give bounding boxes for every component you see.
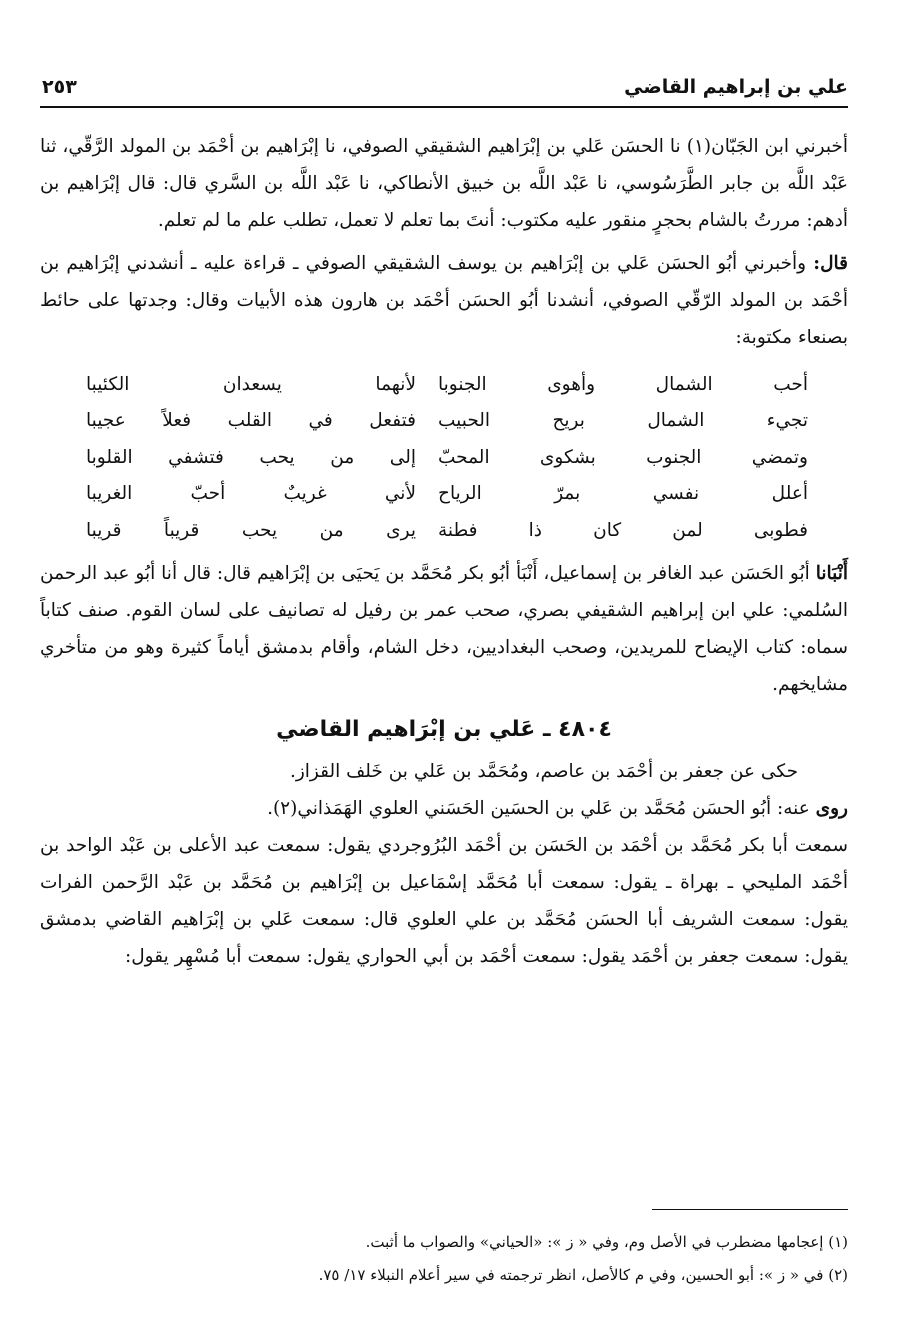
anbana-label: أَنْبَانا — [815, 562, 848, 584]
page-header — [40, 66, 848, 108]
footnote-2: (٢) في « ز »: أبو الحسين، وفي م كالأصل، انظر ترجمته في سير أعلام النبلاء ١٧/ ٧٥. — [318, 1266, 848, 1284]
running-title: علي بن إبراهيم القاضي — [624, 76, 848, 98]
verse-first-hemistich: فطوبى لمن كان ذا فطنة — [438, 519, 808, 541]
footnote-divider — [652, 1209, 848, 1210]
verse-second-hemistich: إلى من يحب فتشفي القلوبا — [86, 446, 416, 468]
paragraph-anbana — [40, 555, 848, 703]
verse-first-hemistich: أحب الشمال وأهوى الجنوبا — [438, 373, 808, 395]
poem-verse — [40, 512, 848, 549]
entry-hikaya-line: حكى عن جعفر بن أحْمَد بن عاصم، ومُحَمَّد بن عَلي بن خَلف القزاز. — [289, 760, 798, 782]
paragraph-ibn-jabban: أخبرني ابن الجَبّان(١) نا الحسَن عَلي بن إبْرَاهيم الشقيقي الصوفي، نا إبْرَاهيم بن أحْمَد بن المولد الرَّقّي، ثنا عَبْد اللَّه بن جابر الطَّرَسُوسي، نا عَبْد اللَّه بن خبيق الأنطاكي، نا عَبْد اللَّه بن السَّري قال: قال إبْرَاهيم بن أدهم: مررتُ بالشام بحجرٍ منقور عليه مكتوب: أنتَ بما تعلم لا تعمل، تطلب علم ما لم تعلم. — [40, 136, 848, 231]
poem-verse — [40, 366, 848, 403]
main-text — [40, 128, 848, 975]
verse-second-hemistich: لأنهما يسعدان الكئيبا — [86, 373, 416, 395]
qala-text: وأخبرني أبُو الحسَن عَلي بن إبْرَاهيم بن يوسف الشقيقي الصوفي ـ قراءة عليه ـ أنشدني إبْرَاهيم بن أحْمَد بن المولد الرّقّي الصوفي، أنشدنا أبُو الحسَن أحْمَد بن هارون هذه الأبيات وقال: وجدتها على حائط بصنعاء مكتوبة: — [40, 253, 848, 348]
entry-isnad-paragraph: سمعت أبا بكر مُحَمَّد بن أحْمَد بن الحَسَن بن أحْمَد البُرُوجردي يقول: سمعت عبد الأعلى بن عَبْد الواحد بن أحْمَد المليحي ـ بهراة ـ يقول: سمعت أبا مُحَمَّد إسْمَاعيل بن إبْرَاهيم بن مُحَمَّد بن عَبْد الرَّحمن الفرات يقول: سمعت الشريف أبا الحسَن مُحَمَّد بن علي العلوي قال: سمعت عَلي بن إبْرَاهيم القاضي بدمشق يقول: سمعت جعفر بن أحْمَد يقول: سمعت أحْمَد بن أبي الحواري يقول: سمعت أبا مُسْهِر يقول: — [40, 834, 848, 967]
anbana-text: أبُو الحَسَن عبد الغافر بن إسماعيل، أَنْبَأ أبُو بكر مُحَمَّد بن يَحيَى بن إبْرَاهيم قال: قال أنا أبُو عبد الرحمن السُلمي: علي ابن إبراهيم الشقيفي بصري، صحب عمر بن رفيل له تصانيف على لسان القوم. صنف كتاباً سماه: كتاب الإيضاح للمريدين، وصحب البغداديين، دخل الشام، وأقام بدمشق أياماً كثيرة وهو من متأخري مشايخهم. — [40, 562, 848, 695]
verse-second-hemistich: يرى من يحب قريباً قريبا — [86, 519, 416, 541]
entry-rawa-line — [40, 790, 848, 827]
poem-verse — [40, 476, 848, 513]
verse-second-hemistich: فتفعل في القلب فعلاً عجيبا — [86, 410, 416, 432]
rawa-text: عنه: أبُو الحسَن مُحَمَّد بن عَلي بن الحسَين الحَسَني العلوي الهَمَذاني(٢). — [267, 797, 816, 819]
verse-second-hemistich: لأني غريبٌ أحبّ الغريبا — [86, 483, 416, 505]
poem-verse — [40, 439, 848, 476]
entry-heading: ٤٨٠٤ ـ عَلي بن إبْرَاهيم القاضي — [276, 716, 612, 742]
verse-first-hemistich: تجيء الشمال بريح الحبيب — [438, 410, 808, 432]
footnotes — [40, 1226, 848, 1292]
paragraph-qala — [40, 245, 848, 356]
footnote-1: (١) إعجامها مضطرب في الأصل وم، وفي « ز »: «الحياني» والصواب ما أثبت. — [365, 1233, 848, 1251]
verse-first-hemistich: وتمضي الجنوب بشكوى المحبّ — [438, 446, 808, 468]
qala-label: قال: — [813, 253, 848, 274]
poem-verse — [40, 403, 848, 440]
verse-first-hemistich: أعلل نفسي بمرّ الرياح — [438, 483, 808, 505]
rawa-label: روى — [815, 797, 848, 819]
poem — [40, 366, 848, 549]
page-number: ٢٥٣ — [42, 76, 77, 98]
